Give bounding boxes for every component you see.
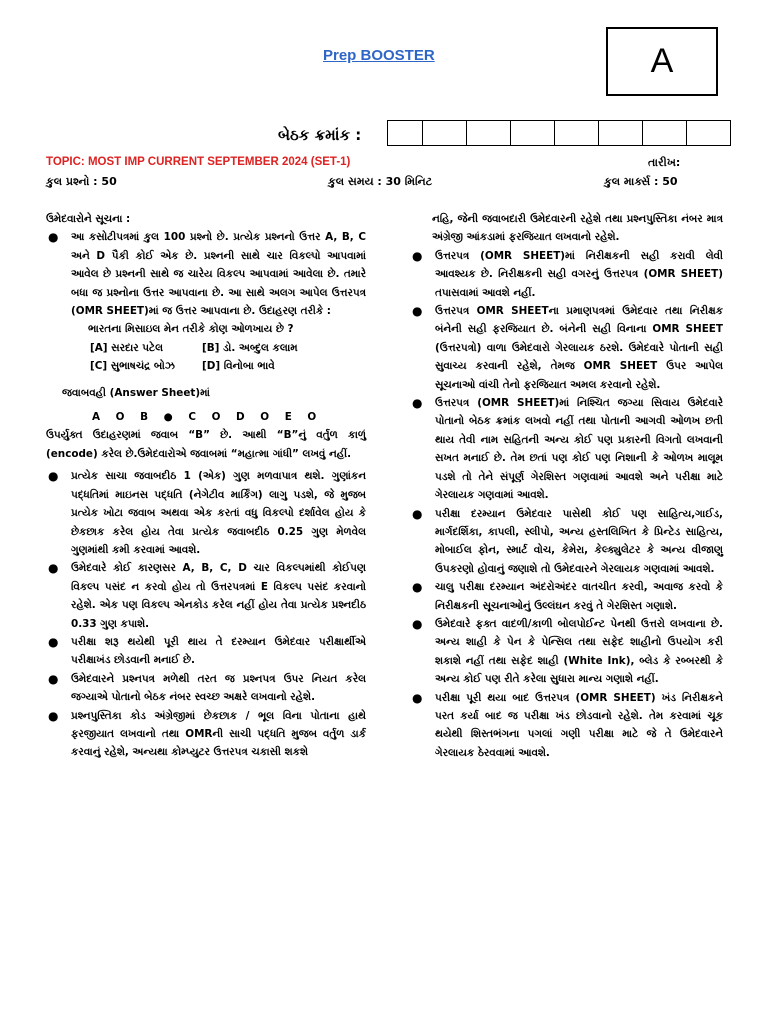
- bullet-icon: ●: [48, 230, 59, 245]
- instructions-heading: ઉમેદવારોને સૂચના :: [46, 213, 131, 225]
- instruction-item: [410, 578, 723, 615]
- instruction-item: [410, 394, 723, 504]
- bullet-icon: ●: [48, 469, 59, 484]
- set-letter-box: A: [606, 27, 718, 96]
- total-questions: કુલ પ્રશ્નો : 50: [46, 175, 117, 188]
- answer-sheet-label: જવાબવહી (Answer Sheet)માં: [62, 386, 210, 399]
- instruction-item: [410, 247, 723, 302]
- instruction-item: [46, 228, 366, 320]
- answer-sequence: A O B ● C O D O E O: [92, 411, 318, 424]
- instruction-item: [410, 615, 723, 689]
- example-options: [46, 339, 366, 376]
- bullet-icon: ●: [48, 561, 59, 576]
- seat-number-grid: [387, 120, 731, 146]
- option-a: [A] સરદાર પટેલ: [90, 341, 163, 354]
- date-label: તારીખ:: [648, 156, 681, 169]
- instruction-text: ચાલુ પરીક્ષા દરમ્યાન અંદરોઅંદર વાતચીત કરવી, અવાજ કરવો કે નિરીક્ષકની સૂચનાઓનું ઉલ્લંઘન કરવું તે ગેરશિસ્ત ગણાશે.: [435, 581, 723, 612]
- bullet-icon: ●: [412, 304, 423, 319]
- instruction-text: પરીક્ષા પૂરી થયા બાદ ઉત્તરપત્ર (OMR SHEET) ખંડ નિરીક્ષકને પરત કર્યા બાદ જ પરીક્ષા ખંડ છોડવાનો રહેશે. તેમ કરવામાં ચૂક થયેથી શિસ્તભંગના પગલાં ગણી પરીક્ષા માટે જે તે ઉમેદવારને ગેરલાયક ઠેરવવામાં આવશે.: [435, 691, 723, 759]
- bullet-icon: ●: [412, 248, 423, 263]
- seat-cell: [510, 121, 554, 145]
- instruction-item: [46, 467, 366, 559]
- bullet-icon: ●: [412, 580, 423, 595]
- seat-cell: [422, 121, 466, 145]
- instruction-text: પ્રશ્નપુસ્તિકા કોડ અંગ્રેજીમાં છેકછાક / ભૂલ વિના પોતાના હાથે ફરજીયાત લખવાનો તથા OMRની સાચી પદ્ધતિ મુજબ વર્તુળ ડાર્ક કરવાનું રહેશે, અન્યથા કોમ્પ્યુટર ઉત્તરપત્ર ચકાસી શકશે: [71, 709, 366, 759]
- instructions-right-column: [410, 210, 723, 762]
- instruction-text: ઉમેદવારે ફક્ત વાદળી/કાળી બોલપોઈન્ટ પેનથી ઉત્તરો લખવાના છે. અન્ય શાહી કે પેન કે પેન્સિલ તથા સફેદ શાહીનો ઉપયોગ કરી શકાશે નહીં તથા સફેદ શાહી (White Ink), બ્લેડ કે રબ્બરથી કે અન્ય કોઈ પણ રીતે કરેલા સુધારા માન્ય ગણાશે નહીં.: [435, 617, 723, 686]
- instruction-item: [410, 689, 723, 763]
- bullet-icon: ●: [412, 506, 423, 521]
- instruction-item: [410, 302, 723, 394]
- brand-title: Prep BOOSTER: [323, 47, 435, 64]
- instruction-item: [46, 633, 366, 670]
- seat-cell: [598, 121, 642, 145]
- instruction-text: ઉત્તરપત્ર (OMR SHEET)માં નિરીક્ષકની સહી કરાવી લેવી આવશ્યક છે. નિરીક્ષકની સહી વગરનું ઉત્તરપત્ર (OMR SHEET) તપાસવામાં આવશે નહીં.: [435, 249, 723, 299]
- total-time: કુલ સમય : 30 મિનિટ: [328, 175, 433, 188]
- bullet-icon: ●: [48, 634, 59, 649]
- instruction-continuation: નહિ, જેની જવાબદારી ઉમેદવારની રહેશે તથા પ્રશ્નપુસ્તિકા નંબર માત્ર અંગ્રેજી આંકડામાં ફરજિયાત લખવાનો રહેશે.: [432, 213, 723, 244]
- instruction-text: ઉમેદવારને પ્રશ્નપત્ર મળેથી તરત જ પ્રશ્નપત્ર ઉપર નિયત કરેલ જગ્યાએ પોતાનો બેઠક નંબર સ્વચ્છ અક્ષરે લખવાનો રહેશે.: [71, 672, 366, 704]
- instruction-item: [46, 559, 366, 633]
- instruction-text: પ્રત્યેક સાચા જવાબદીઠ 1 (એક) ગુણ મળવાપાત્ર થશે. ગુણાંકન પદ્ધતિમાં માઇનસ પદ્ધતિ (નેગેટીવ માર્કિંગ) લાગુ પડશે, જે મુજબ પ્રત્યેક ખોટા જવાબ અથવા એક કરતાં વધુ વિકલ્પો દર્શાવેલ હોય કે છેકછાક કરેલ હોય તેવા પ્રત્યેક જવાબદીઠ 0.25 ગુણ મેળવેલ ગુણમાંથી કમી કરવામાં આવશે.: [71, 470, 366, 556]
- bullet-icon: ●: [48, 708, 59, 723]
- topic-line: TOPIC: MOST IMP CURRENT SEPTEMBER 2024 (SET-1): [46, 156, 351, 168]
- instructions-left-column: [46, 210, 366, 762]
- bullet-icon: ●: [412, 616, 423, 631]
- bullet-icon: ●: [412, 396, 423, 411]
- seat-number-label: બેઠક ક્રમાંક :: [278, 126, 362, 144]
- instruction-text: આ કસોટીપત્રમાં કુલ 100 પ્રશ્નો છે. પ્રત્યેક પ્રશ્નનો ઉત્તર A, B, C અને D પૈકી કોઈ એક છે. પ્રશ્નની સાથે ચાર વિકલ્પો આપવામાં આવેલ છે પ્રશ્નની સાથે જ ચારેય વિકલ્પ આપવામાં આવેલા છે. તમારે બધા જ પ્રશ્નોના ઉત્તર આપવાના છે. આ સાથે અલગ આપેલ ઉત્તરપત્ર (OMR SHEET)માં જ ઉત્તર આપવાના છે. ઉદાહરણ તરીકે :: [71, 231, 366, 318]
- total-marks: કુલ માર્ક્સ : 50: [604, 175, 678, 188]
- seat-cell: [642, 121, 686, 145]
- instruction-text: ઉત્તરપત્ર OMR SHEETના પ્રમાણપત્રમાં ઉમેદવાર તથા નિરીક્ષક બંનેની સહી ફરજિયાત છે. બંનેની સહી વિનાના OMR SHEET (ઉત્તરપત્રો) વાળા ઉમેદવારો ગેરલાયક ઠરશે. ઉમેદવારે પોતાની સહી સુવાચ્ય કરવાની રહેશે, તેમજ OMR SHEET ઉપર આપેલ સૂચનાઓ વાંચી તેનો ફરજિયાત અમલ કરવાનો રહેશે.: [435, 305, 723, 391]
- instruction-text: ઉત્તરપત્ર (OMR SHEET)માં નિશ્ચિત જગ્યા સિવાય ઉમેદવારે પોતાનો બેઠક ક્રમાંક લખવો નહીં તથા પોતાની આગવી ઓળખ છતી થાય તેવી નામ સહિતની અન્ય કોઈ પણ પ્રકારની વિગતો લખવાની સખત મનાઈ છે. તેમ છતાં પણ કોઈ પણ નિશાની કે ઓળખ માલૂમ પડશે તો તેને સંપૂર્ણ ગેરશિસ્ત ગણવામાં આવશે અને પરીક્ષા માટે ગેરલાયક ગણવામાં આવશે.: [435, 397, 723, 502]
- spacer: [46, 376, 366, 384]
- example-note: ઉપર્યુક્ત ઉદાહરણમાં જવાબ “B” છે. આથી “B”નું વર્તુળ કાળું (encode) કરેલ છે.ઉમેદવારોએ જવાબમાં “મહાત્મા ગાંધી” લખવું નહીં.: [46, 429, 366, 460]
- instruction-item: [46, 707, 366, 762]
- instruction-text: પરીક્ષા શરૂ થયેથી પૂરી થાય તે દરમ્યાન ઉમેદવાર પરીક્ષાર્થીએ પરીક્ષાખંડ છોડવાની મનાઈ છે.: [71, 635, 366, 667]
- seat-cell: [554, 121, 598, 145]
- instruction-item: [410, 505, 723, 579]
- bullet-icon: ●: [412, 690, 423, 705]
- instruction-text: પરીક્ષા દરમ્યાન ઉમેદવાર પાસેથી કોઈ પણ સાહિત્ય,ગાઈડ, માર્ગદર્શિકા, કાપલી, સ્લીપો, અન્ય હસ્તલિખિત કે પ્રિન્ટેડ સાહિત્ય, મોબાઈલ ફોન, સ્માર્ટ વોચ, કેમેરા, કેલ્ક્યુલેટર કે અન્ય વીજાણુ ઉપકરણો હોવાનું જણાશે તો ઉમેદવારને ગેરલાયક ગણવામાં આવશે.: [435, 507, 723, 575]
- option-d: [D] વિનોબા ભાવે: [202, 360, 275, 373]
- seat-cell: [388, 121, 422, 145]
- seat-cell: [686, 121, 730, 145]
- bullet-icon: ●: [48, 671, 59, 686]
- instruction-text: ઉમેદવારે કોઈ કારણસર A, B, C, D ચાર વિકલ્પમાંથી કોઈપણ વિકલ્પ પસંદ ન કરવો હોય તો ઉત્તરપત્રમાં E વિકલ્પ પસંદ કરવાનો રહેશે. એક પણ વિકલ્પ એનકોડ કરેલ નહીં હોય તેવા પ્રત્યેક પ્રશ્નદીઠ 0.33 ગુણ કપાશે.: [71, 562, 366, 630]
- option-b: [B] ડો. અબ્દુલ કલામ: [202, 341, 298, 354]
- option-c: [C] સુભાષચંદ્ર બોઝ: [90, 360, 175, 373]
- instruction-item: [46, 670, 366, 707]
- seat-cell: [466, 121, 510, 145]
- example-question: ભારતના મિસાઇલ મેન તરીકે કોણ ઓળખાય છે ?: [88, 323, 294, 336]
